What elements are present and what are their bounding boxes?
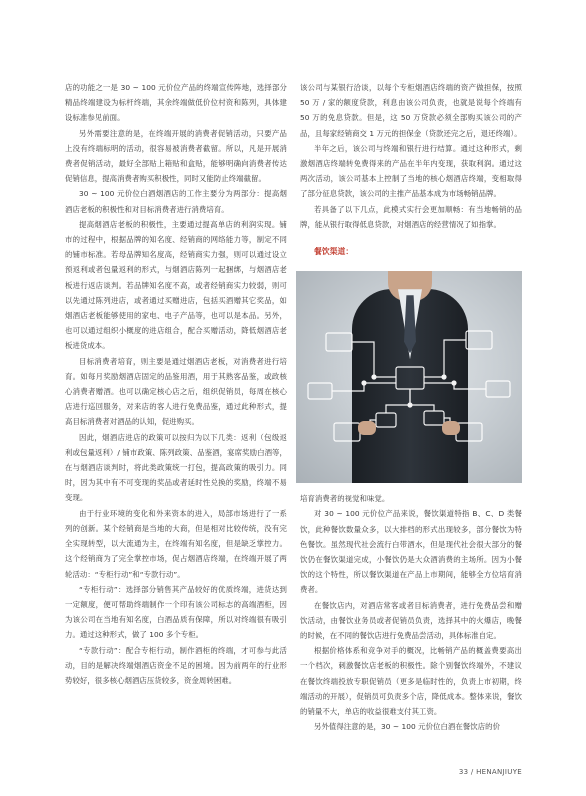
paragraph: 另外值得注意的是，30 ~ 100 元价位白酒在餐饮店的价 [314, 722, 501, 732]
paragraph: 店的功能之一是 30 ~ 100 元价位产品的终端宣传阵地，选择部分精品终端建设为标杆终端，其余终端做低价位村资和陈列，具体建设标准参见前面。 [65, 83, 287, 123]
paragraph: 30 ~ 100 元价位白酒烟酒店的工作主要分为两部分：提高烟酒店老板的积极性和对目标消费者进行消费培育。 [65, 189, 287, 214]
right-column [300, 80, 522, 734]
paragraph: 因此，烟酒店进店的政策可以按归为以下几类：返利（包级返利或包量返利）/ 铺市政策、陈列政策、品鉴酒，宴席奖励白酒等，在与烟酒店谈判时，将此类政策统一打包，提高政策的吸引力。同时，因为其中有不可变现的奖品或者延时性兑换的奖励，终端不易变现。 [65, 432, 287, 503]
paragraph: 另外需要注意的是，在终端开展的消费者促销活动，只要产品上没有终端标明的活动，很容易被消费者截留。所以，凡是开展消费者促销活动，最好全部贴上箱贴和盒贴，能够明确向消费者传达促销信息，提高消费者购买积极性，同时又能防止终端截留。 [65, 128, 287, 184]
paragraph: 由于行业环境的变化和外来资本的进入，局部市场进行了一系列的创新。某个经销商是当地的大商，但是相对比较传统，没有完全实现转型，以大流通为主，在终端有知名度，但是缺乏掌控力。这个经销商为了完全掌控市场，促占烟酒店终端，在终端开展了两轮活动：“专柜行动”和“专款行动”。 [65, 508, 287, 579]
left-column [65, 80, 287, 688]
section-heading: 餐饮渠道： [314, 247, 354, 257]
paragraph: “专柜行动”：选择部分销售其产品较好的优质终端，进货达到一定额度，便可帮助终端制作一个印有该公司标志的高端酒柜，因为该公司在当地有知名度，白酒品质有保障，所以对终端很有吸引力。通过这种形式，做了 100 多个专柜。 [65, 584, 287, 640]
page-number: 33 / HENANJIUYE [458, 768, 522, 776]
paragraph: “专款行动”：配合专柜行动，制作酒柜的终端，才可参与此活动，目的是解决终端烟酒店资金不足的困境。因为前两年的行业形势较好，很多核心烟酒店压货较多，资金周转困难。 [65, 645, 287, 685]
paragraph: 在餐饮店内，对酒店常客或者目标消费者，进行免费品尝和赠饮活动，由餐饮业务员或者促销员负责，选择其中的火爆店，晚餐的时候，在不同的餐饮店进行免费品尝活动，具体标准自定。 [300, 600, 522, 641]
paragraph: 该公司与某银行洽谈，以每个专柜烟酒店终端的资产做担保，按照 50 万 / 家的额度贷款，利息由该公司负责，也就是说每个终端有 50 万的免息贷款。但是，这 50 万贷款必须全部购买该公司的产品，且每家经销商交 1 万元的担保金（贷款还完之后，退还终端）。 [300, 83, 522, 138]
paragraph: 对 30 ~ 100 元价位产品来说，餐饮渠道特指 B、C、D 类餐饮，此种餐饮数量众多，以大排档的形式出现较多，部分餐饮为特色餐饮。虽然现代社会流行白带酒水，但是现代社会很大部分的餐饮仍在餐饮渠道完成，小餐饮仍是大众酒消费的主场所。因为小餐饮的这个特性，所以餐饮渠道在产品上市期间，能够全方位培育消费者。 [300, 509, 522, 595]
paragraph: 根据价格体系和竞争对手的概况，比畅销产品的概盖费要高出一个档次，刺激餐饮店老板的积极性。除个别餐饮终端外，不建议在餐饮终端投放专职促销员（更多是临时性的，负责上市初期，终端活动的开展），促销员可负责多个店，降低成本。整体来说，餐饮的销量不大，单店的收益很难支付其工资。 [300, 646, 522, 717]
right-column-top [300, 80, 522, 232]
network-diagram-icon [304, 327, 514, 447]
paragraph: 提高烟酒店老板的积极性，主要通过提高单店的利润实现。铺市的过程中，根据品牌的知名度、经销商的网络能力等，制定不同的铺市标准。若母品牌知名度高，经销商实力强，则可以通过设立预返利或者包量返利的形式，与烟酒店陈列一起捆绑，与烟酒店老板进行返店谈判。若品牌知名度不高，或者经销商实力较弱，则可以先通过陈列进店，或者通过买赠进店，包括买酒赠其它奖品，如烟酒店老板能够使用的家电、电子产品等，也可以是本品。另外，也可以通过组织小概度的进店组合，配合买赠活动，降低烟酒店老板进货成本。 [65, 219, 287, 351]
paragraph: 若具备了以下几点，此模式实行会更加顺畅：有当地畅销的品牌，能从银行取得低息贷款，对烟酒店的经营情况了如指掌。 [300, 204, 522, 229]
businessman-network-photo [296, 271, 522, 483]
paragraph: 目标消费者培育，则主要是通过烟酒店老板，对消费者进行培育。如每月奖励烟酒店固定的品鉴用酒，用于其熟客品鉴，或政核心消费者赠酒。也可以确定核心店之后，组织促销员，每周在核心店进行巡回服务，对来店的客人进行免费品鉴，通过此种形式，提高目标消费者对酒品的认知，促进购买。 [65, 356, 287, 427]
paragraph: 培育消费者的视觉和味觉。 [300, 494, 390, 504]
hand-shape [358, 421, 376, 435]
paragraph: 半年之后，该公司与终端和银行进行结算。通过这种形式，剩激烟酒店终端转免费得来的产品在半年内变现，获取利润。通过这两次活动，该公司基本上控制了当地的核心烟酒店终端，变相取得了部分征息贷款，该公司的主推产品基本成为市场畅销品牌。 [300, 143, 522, 199]
hand-shape [442, 421, 460, 435]
